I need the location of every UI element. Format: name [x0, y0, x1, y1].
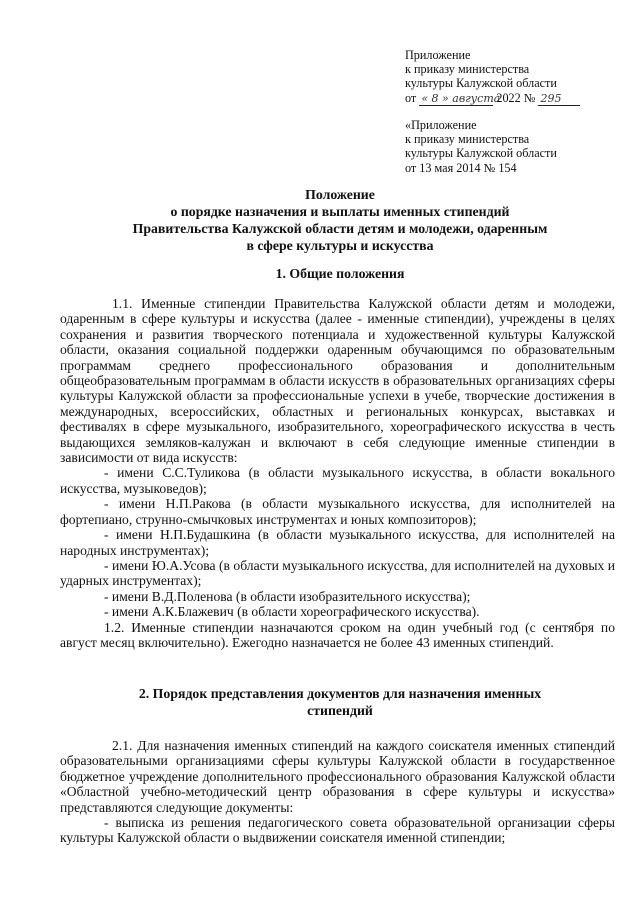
section-2-body: [60, 738, 615, 846]
appendix-original: [405, 118, 635, 175]
appendix-label: Приложение: [405, 48, 471, 62]
paragraph-1-1: 1.1. Именные стипендии Правительства Калужской области детям и молодежи, одаренным в сфере культуры и искусства (далее - именные стипендии), учреждены в целях сохранения и развития творческого потенциала и художественной культуры Калужской области, оказания социальной поддержки одаренным обучающимся по образовательным программам среднего профессионального образования и дополнительным общеобразовательным программам в области искусств в образовательных организациях сферы культуры Калужской области за профессиональные успехи в учебе, творческие достижения в международных, всероссийских, областных и региональных конкурсах, выставках и фестивалях в сфере музыкального, изобразительного, хореографического искусства в честь выдающихся земляков-калужан и включают в себя следующие именные стипендии в зависимости от вида искусств:: [60, 296, 615, 466]
handwritten-date: « 8 » августа: [421, 91, 501, 105]
document-title: [60, 186, 620, 254]
section-2-heading-line-2: стипендий: [307, 703, 373, 718]
list-item: - имени А.К.Блажевич (в области хореографического искусства).: [104, 604, 480, 620]
date-prefix: от: [405, 90, 417, 105]
title-line-4: в сфере культуры и искусства: [246, 238, 434, 253]
appendix-header: [405, 48, 635, 106]
appendix-original-label: «Приложение: [405, 118, 477, 132]
list-item: - выписка из решения педагогического совета образовательной организации сферы культуры Калужской области о выдвижении соискателя именной стипендии;: [60, 815, 615, 846]
title-line-2: о порядке назначения и выплаты именных стипендий: [170, 204, 510, 219]
title-line-3: Правительства Калужской области детям и молодежи, одаренным: [132, 221, 548, 236]
list-item: - имени Н.П.Будашкина (в области музыкального искусства, для исполнителей на народных инструментах);: [60, 527, 615, 558]
list-item: - имени В.Д.Поленова (в области изобразительного искусства);: [104, 588, 471, 604]
handwritten-number: 295: [538, 93, 580, 106]
appendix-original-date: от 13 мая 2014 № 154: [405, 160, 517, 175]
appendix-date-line: [405, 91, 635, 106]
appendix-original-order: к приказу министерства: [405, 132, 530, 147]
list-item: - имени Ю.А.Усова (в области музыкального искусства, для исполнителей на духовых и ударных инструментах);: [60, 557, 615, 589]
list-item: - имени Н.П.Ракова (в области музыкального искусства, для исполнителей на фортепиано, струнно-смычковых инструментах и юных композиторов);: [60, 496, 615, 527]
appendix-original-ministry: культуры Калужской области: [405, 146, 557, 161]
section-2-heading: [60, 685, 620, 719]
section-2-heading-line-1: 2. Порядок представления документов для назначения именных: [138, 686, 542, 701]
section-1-heading: 1. Общие положения: [275, 266, 405, 281]
section-1-body: [60, 296, 615, 650]
year-number: 2022 №: [496, 90, 536, 105]
appendix-order-ref: к приказу министерства: [405, 62, 530, 77]
paragraph-2-1: 2.1. Для назначения именных стипендий на каждого соискателя именных стипендий образовательными организациями сферы культуры Калужской области в государственное бюджетное учреждение дополнительного профессионального образования Калужской области «Областной учебно-методический центр образования в сфере культуры и искусства» представляются следующие документы:: [60, 738, 615, 815]
title-line-1: Положение: [305, 187, 375, 202]
paragraph-1-2: 1.2. Именные стипендии назначаются сроком на один учебный год (с сентября по август месяц включительно). Ежегодно назначается не более 43 именных стипендий.: [60, 619, 615, 650]
list-item: - имени С.С.Туликова (в области музыкального искусства, в области вокального искусства, музыковедов);: [60, 465, 615, 496]
appendix-ministry: культуры Калужской области: [405, 76, 557, 91]
